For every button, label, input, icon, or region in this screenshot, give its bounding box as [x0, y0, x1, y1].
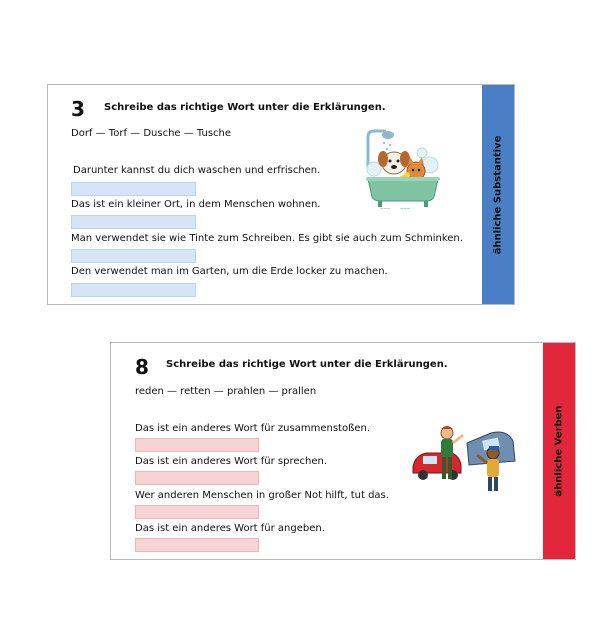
exercise-number: 3 — [71, 97, 85, 121]
category-sidebar — [482, 85, 514, 304]
answer-field-3[interactable] — [135, 505, 259, 519]
question-4: Den verwendet man im Garten, um die Erde locker zu machen. — [71, 266, 388, 277]
exercise-card-3 — [47, 84, 515, 305]
exercise-number: 8 — [135, 355, 149, 379]
word-list: reden — retten — prahlen — prallen — [135, 386, 317, 397]
answer-field-4[interactable] — [71, 283, 196, 297]
exercise-instruction: Schreibe das richtige Wort unter die Erklärungen. — [104, 102, 386, 113]
category-label: ähnliche Substantive — [492, 135, 504, 254]
question-2: Das ist ein anderes Wort für sprechen. — [135, 456, 328, 467]
word-list: Dorf — Torf — Dusche — Tusche — [71, 128, 232, 139]
exercise-card-8 — [110, 342, 576, 560]
question-3: Wer anderen Menschen in großer Not hilft, tut das. — [135, 490, 389, 501]
answer-field-1[interactable] — [71, 182, 196, 196]
question-1: Darunter kannst du dich waschen und erfrischen. — [73, 165, 321, 176]
category-label: ähnliche Verben — [553, 405, 565, 497]
answer-field-1[interactable] — [135, 438, 259, 452]
answer-field-2[interactable] — [135, 471, 259, 485]
answer-field-3[interactable] — [71, 249, 196, 263]
question-4: Das ist ein anderes Wort für angeben. — [135, 523, 325, 534]
question-3: Man verwendet sie wie Tinte zum Schreiben. Es gibt sie auch zum Schminken. — [71, 233, 463, 244]
svg-text:~~~: ~~~ — [400, 206, 411, 211]
answer-field-4[interactable] — [135, 538, 259, 552]
svg-text:~~~: ~~~ — [380, 206, 391, 211]
category-sidebar — [543, 343, 575, 559]
question-1: Das ist ein anderes Wort für zusammenstoßen. — [135, 423, 371, 434]
exercise-instruction: Schreibe das richtige Wort unter die Erklärungen. — [166, 359, 448, 370]
question-2: Das ist ein kleiner Ort, in dem Menschen wohnen. — [71, 199, 321, 210]
car-crash-illustration — [411, 415, 521, 495]
dogs-in-bathtub-illustration — [360, 129, 444, 211]
answer-field-2[interactable] — [71, 215, 196, 229]
